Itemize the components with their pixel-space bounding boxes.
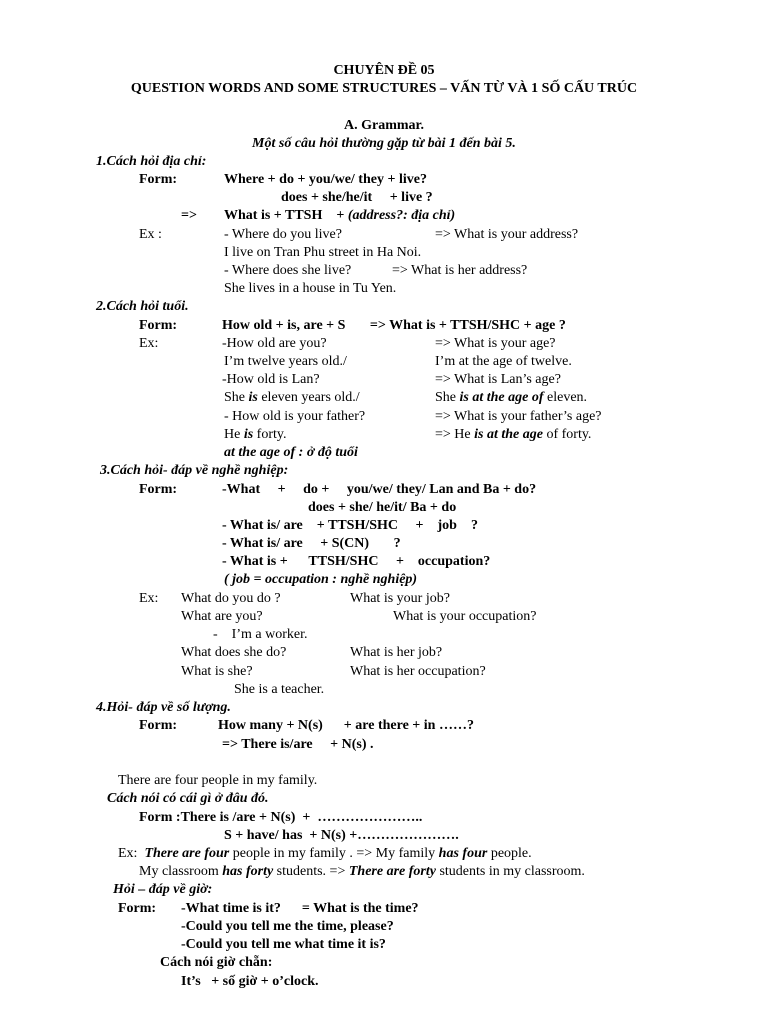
- s3-form-4: - What is/ are + S(CN) ?: [222, 536, 401, 551]
- s2-form-label: Form:: [139, 318, 178, 333]
- s5-form-2: S + have/ has + N(s) +………………….: [224, 828, 459, 843]
- s3-form-6: ( job = occupation : nghề nghiệp): [224, 572, 418, 587]
- s1-form-line-3: [224, 207, 455, 225]
- s3-form-2: does + she/ he/it/ Ba + do: [308, 500, 457, 515]
- s2-ex-label: Ex:: [139, 336, 159, 351]
- s6-subheading: Cách nói giờ chẵn:: [160, 955, 273, 970]
- s3-form-1: -What + do + you/we/ they/ Lan and Ba + do?: [222, 482, 537, 497]
- s3-form-5: - What is + TTSH/SHC + occupation?: [222, 554, 491, 569]
- s3-form-label: Form:: [139, 482, 178, 497]
- s5-ex-2: My classroom has forty students. => There are forty students in my classroom.: [139, 864, 585, 879]
- s2-row-6b: => He is at the age of forty.: [435, 427, 592, 442]
- s6-form-3: -Could you tell me what time it is?: [181, 937, 386, 952]
- s2-row-4b: She is at the age of eleven.: [435, 390, 588, 405]
- s6-form-label: Form:: [118, 901, 157, 916]
- s2-row-4a: She is eleven years old./: [224, 390, 360, 405]
- section-4-title: 4.Hỏi- đáp về số lượng.: [96, 700, 231, 715]
- s2-note: at the age of : ở độ tuổi: [224, 445, 358, 460]
- s6-form-2: -Could you tell me the time, please?: [181, 919, 394, 934]
- s2-row-5b: => What is your father’s age?: [435, 409, 602, 424]
- s2-row-1a: -How old are you?: [222, 336, 327, 351]
- s3-ex-2a: What are you?: [181, 609, 263, 624]
- s6-form-1: -What time is it? = What is the time?: [181, 901, 419, 916]
- s4-form-1: How many + N(s) + are there + in ……?: [218, 718, 474, 733]
- s2-form: How old + is, are + S => What is + TTSH/SHC + age ?: [222, 318, 566, 333]
- s1-ex-1a: - Where do you live?: [224, 227, 342, 242]
- s5-form-1: Form :There is /are + N(s) + …………………..: [139, 810, 423, 825]
- s5-ex-1: Ex: There are four people in my family . => My family has four people.: [118, 846, 532, 861]
- s2-row-3a: -How old is Lan?: [222, 372, 320, 387]
- s3-ex-6: She is a teacher.: [234, 682, 325, 697]
- s4-form-2: => There is/are + N(s) .: [222, 737, 374, 752]
- s3-ex-3: - I’m a worker.: [213, 627, 308, 642]
- section-3-title: 3.Cách hỏi- đáp về nghề nghiệp:: [100, 463, 289, 478]
- s3-ex-1a: What do you do ?: [181, 591, 281, 606]
- s1-form-line-2: does + she/he/it + live ?: [281, 190, 433, 205]
- s3-ex-5b: What is her occupation?: [350, 664, 486, 679]
- s1-ex-1b: => What is your address?: [435, 227, 579, 242]
- s3-ex-1b: What is your job?: [350, 591, 450, 606]
- s1-form-label: Form:: [139, 172, 178, 187]
- s3-ex-label: Ex:: [139, 591, 159, 606]
- document-subtitle: QUESTION WORDS AND SOME STRUCTURES – VẤN TỪ VÀ 1 SỐ CẤU TRÚC: [130, 81, 638, 96]
- s3-ex-5a: What is she?: [181, 664, 253, 679]
- s4-form-label: Form:: [139, 718, 178, 733]
- s1-form3-note: (address?: địa chỉ): [347, 208, 456, 223]
- s2-row-6a: He is forty.: [224, 427, 287, 442]
- s3-ex-4a: What does she do?: [181, 645, 287, 660]
- s1-ex-3a: - Where does she live?: [224, 263, 352, 278]
- s2-row-5a: - How old is your father?: [224, 409, 366, 424]
- section-1-title: 1.Cách hỏi địa chỉ:: [96, 154, 207, 169]
- s2-row-2a: I’m twelve years old./: [224, 354, 347, 369]
- s2-row-2b: I’m at the age of twelve.: [435, 354, 572, 369]
- s1-ex-3b: => What is her address?: [392, 263, 528, 278]
- section-5-title: Cách nói có cái gì ở đâu đó.: [107, 791, 269, 806]
- s2-row-3b: => What is Lan’s age?: [435, 372, 561, 387]
- grammar-intro: Một số câu hỏi thường gặp từ bài 1 đến bài 5.: [252, 136, 516, 151]
- s1-form-line-1: Where + do + you/we/ they + live?: [224, 172, 427, 187]
- s3-ex-2b: What is your occupation?: [393, 609, 537, 624]
- s1-ex-4: She lives in a house in Tu Yen.: [224, 281, 397, 296]
- s1-ex-2: I live on Tran Phu street in Ha Noi.: [224, 245, 422, 260]
- s3-form-3: - What is/ are + TTSH/SHC + job ?: [222, 518, 478, 533]
- grammar-heading: A. Grammar.: [344, 118, 424, 133]
- document-title: CHUYÊN ĐỀ 05: [333, 63, 435, 78]
- s6-form-4: It’s + số giờ + o’clock.: [181, 974, 319, 989]
- s2-row-1b: => What is your age?: [435, 336, 556, 351]
- s4-example: There are four people in my family.: [118, 773, 318, 788]
- s3-ex-4b: What is her job?: [350, 645, 443, 660]
- s1-arrow: =>: [181, 208, 197, 223]
- section-6-title: Hỏi – đáp về giờ:: [113, 882, 213, 897]
- s1-ex-label: Ex :: [139, 227, 162, 242]
- section-2-title: 2.Cách hỏi tuổi.: [96, 299, 189, 314]
- s1-form3-text: What is + TTSH +: [224, 208, 348, 223]
